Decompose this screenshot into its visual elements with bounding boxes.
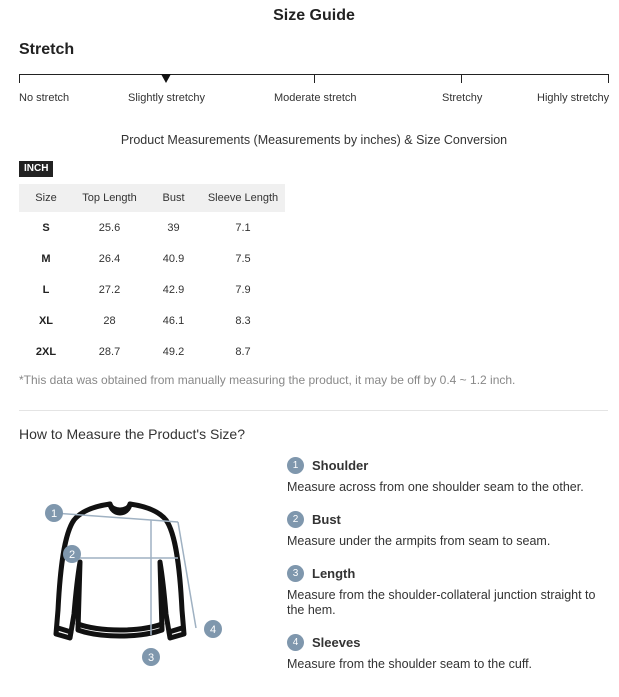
- table-cell: 27.2: [98, 283, 121, 296]
- howto-item-shoulder: [287, 456, 609, 495]
- table-cell: L: [42, 283, 50, 296]
- howto-item-desc: Measure from the shoulder seam to the cuff.: [287, 657, 533, 671]
- size-table: [19, 184, 285, 367]
- howto-item-name: Shoulder: [312, 457, 369, 473]
- table-header-cell: Bust: [146, 184, 201, 212]
- unit-badge: INCH: [19, 161, 53, 177]
- table-cell: 8.3: [235, 314, 251, 327]
- stretch-heading: Stretch: [19, 41, 75, 58]
- measurements-title: Product Measurements (Measurements by inches) & Size Conversion: [120, 133, 508, 147]
- table-cell: 25.6: [98, 221, 121, 234]
- measurement-note: *This data was obtained from manually measuring the product, it may be off by 0.4 ~ 1.2 inch.: [19, 373, 516, 387]
- table-cell: 8.7: [235, 345, 251, 358]
- stretch-label-moderate: Moderate stretch: [274, 92, 357, 104]
- table-cell: 7.9: [235, 283, 251, 296]
- howto-item-length: [287, 564, 609, 618]
- stretch-tick: [314, 74, 315, 83]
- howto-title: How to Measure the Product's Size?: [19, 426, 246, 442]
- number-badge: 1: [287, 457, 304, 474]
- howto-item-desc: Measure under the armpits from seam to seam.: [287, 534, 551, 548]
- table-cell: 7.1: [235, 221, 251, 234]
- stretch-label-slight: Slightly stretchy: [128, 92, 206, 104]
- table-cell: 42.9: [162, 283, 185, 296]
- diagram-marker-4: 4: [209, 624, 217, 636]
- table-row: [19, 274, 285, 305]
- diagram-marker-1: 1: [50, 508, 58, 520]
- howto-item-sleeves: [287, 633, 609, 672]
- stretch-label-none: No stretch: [19, 92, 70, 104]
- table-cell: 7.5: [235, 252, 251, 265]
- table-cell: 26.4: [98, 252, 121, 265]
- page-title: Size Guide: [273, 7, 355, 24]
- howto-item-bust: [287, 510, 609, 549]
- table-cell: 40.9: [162, 252, 185, 265]
- table-cell: 28: [103, 314, 116, 327]
- stretch-tick: [461, 74, 462, 83]
- number-badge: 3: [287, 565, 304, 582]
- table-cell: 46.1: [162, 314, 185, 327]
- table-row: [19, 336, 285, 367]
- stretch-tick: [608, 74, 609, 83]
- table-cell: M: [41, 252, 51, 265]
- table-cell: 2XL: [35, 345, 57, 358]
- table-row: [19, 305, 285, 336]
- table-row: [19, 212, 285, 243]
- table-cell: 28.7: [98, 345, 121, 358]
- number-badge: 2: [287, 511, 304, 528]
- stretch-tick: [19, 74, 20, 83]
- howto-item-name: Length: [312, 565, 356, 581]
- table-header-cell: Sleeve Length: [201, 184, 285, 212]
- number-badge: 4: [287, 634, 304, 651]
- howto-item-desc: Measure across from one shoulder seam to the other.: [287, 480, 584, 494]
- diagram-marker-2: 2: [68, 549, 76, 561]
- howto-item-name: Bust: [312, 511, 341, 527]
- table-cell: XL: [38, 314, 54, 327]
- section-divider: [19, 410, 608, 411]
- table-header-cell: Top Length: [73, 184, 146, 212]
- stretch-label-highly: Highly stretchy: [537, 92, 610, 104]
- table-cell: 39: [167, 221, 180, 234]
- howto-item-desc: Measure from the shoulder-collateral junction straight to the hem.: [287, 588, 596, 617]
- table-header-cell: Size: [19, 184, 73, 212]
- diagram-marker-3: 3: [147, 652, 155, 664]
- table-header-row: [19, 184, 285, 212]
- stretch-pointer-icon: [161, 74, 171, 83]
- howto-item-name: Sleeves: [312, 634, 361, 650]
- table-row: [19, 243, 285, 274]
- stretch-label-stretchy: Stretchy: [442, 92, 483, 104]
- table-cell: 49.2: [162, 345, 185, 358]
- sweater-diagram-icon: [40, 490, 230, 672]
- table-cell: S: [42, 221, 50, 234]
